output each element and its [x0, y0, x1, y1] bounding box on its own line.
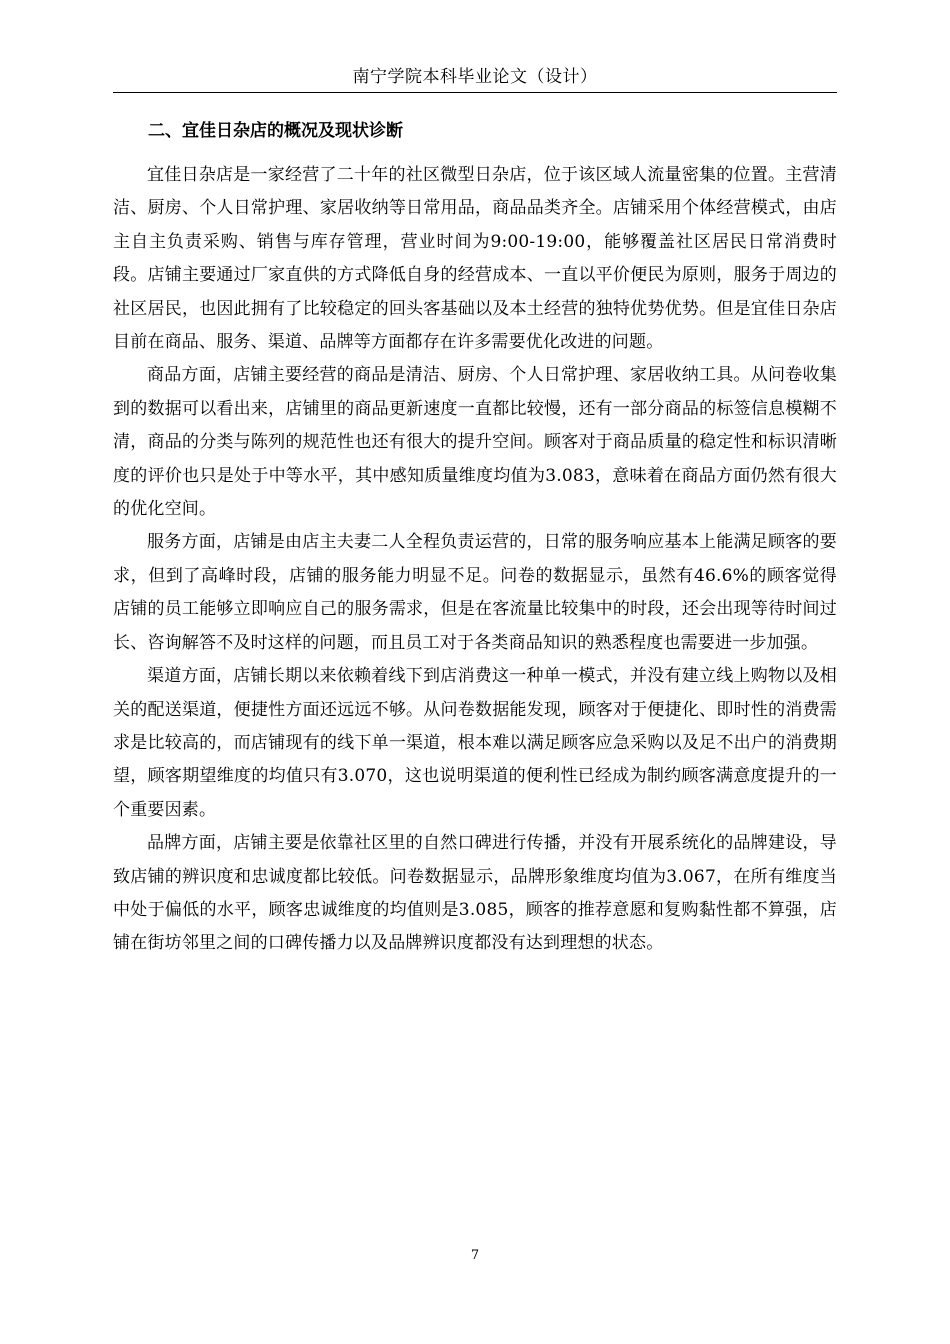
- body-text: [113, 159, 837, 961]
- page-number: 7: [470, 1248, 480, 1263]
- paragraph-products: 商品方面，店铺主要经营的商品是清洁、厨房、个人日常护理、家居收纳工具。从问卷收集到的数据可以看出来，店铺里的商品更新速度一直都比较慢，还有一部分商品的标签信息模糊不清，商品的分类与陈列的规范性也还有很大的提升空间。顾客对于商品质量的稳定性和标识清晰度的评价也只是处于中等水平，其中感知质量维度均值为3.083，意味着在商品方面仍然有很大的优化空间。: [113, 365, 837, 520]
- section-heading: 二、宜佳日杂店的概况及现状诊断: [148, 121, 403, 141]
- paragraph-brand: 品牌方面，店铺主要是依靠社区里的自然口碑进行传播，并没有开展系统化的品牌建设，导致店铺的辨识度和忠诚度都比较低。问卷数据显示，品牌形象维度均值为3.067，在所有维度当中处于偏低的水平，顾客忠诚维度的均值则是3.085，顾客的推荐意愿和复购黏性都不算强，店铺在街坊邻里之间的口碑传播力以及品牌辨识度都没有达到理想的状态。: [113, 833, 837, 954]
- running-header: 南宁学院本科毕业论文（设计）: [352, 67, 598, 87]
- header-rule: [113, 92, 837, 93]
- paragraph-channels: 渠道方面，店铺长期以来依赖着线下到店消费这一种单一模式，并没有建立线上购物以及相关的配送渠道，便捷性方面还远远不够。从问卷数据能发现，顾客对于便捷化、即时性的消费需求是比较高的，而店铺现有的线下单一渠道，根本难以满足顾客应急采购以及足不出户的消费期望，顾客期望维度的均值只有3.070，这也说明渠道的便利性已经成为制约顾客满意度提升的一个重要因素。: [113, 666, 837, 820]
- paragraph-service: 服务方面，店铺是由店主夫妻二人全程负责运营的，日常的服务响应基本上能满足顾客的要求，但到了高峰时段，店铺的服务能力明显不足。问卷的数据显示，虽然有46.6%的顾客觉得店铺的员工能够立即响应自己的服务需求，但是在客流量比较集中的时段，还会出现等待时间过长、咨询解答不及时这样的问题，而且员工对于各类商品知识的熟悉程度也需要进一步加强。: [113, 532, 837, 653]
- paragraph-overview: 宜佳日杂店是一家经营了二十年的社区微型日杂店，位于该区域人流量密集的位置。主营清洁、厨房、个人日常护理、家居收纳等日常用品，商品品类齐全。店铺采用个体经营模式，由店主自主负责采购、销售与库存管理，营业时间为9:00-19:00，能够覆盖社区居民日常消费时段。店铺主要通过厂家直供的方式降低自身的经营成本、一直以平价便民为原则，服务于周边的社区居民，也因此拥有了比较稳定的回头客基础以及本土经营的独特优势优势。但是宜佳日杂店目前在商品、服务、渠道、品牌等方面都存在许多需要优化改进的问题。: [113, 165, 837, 353]
